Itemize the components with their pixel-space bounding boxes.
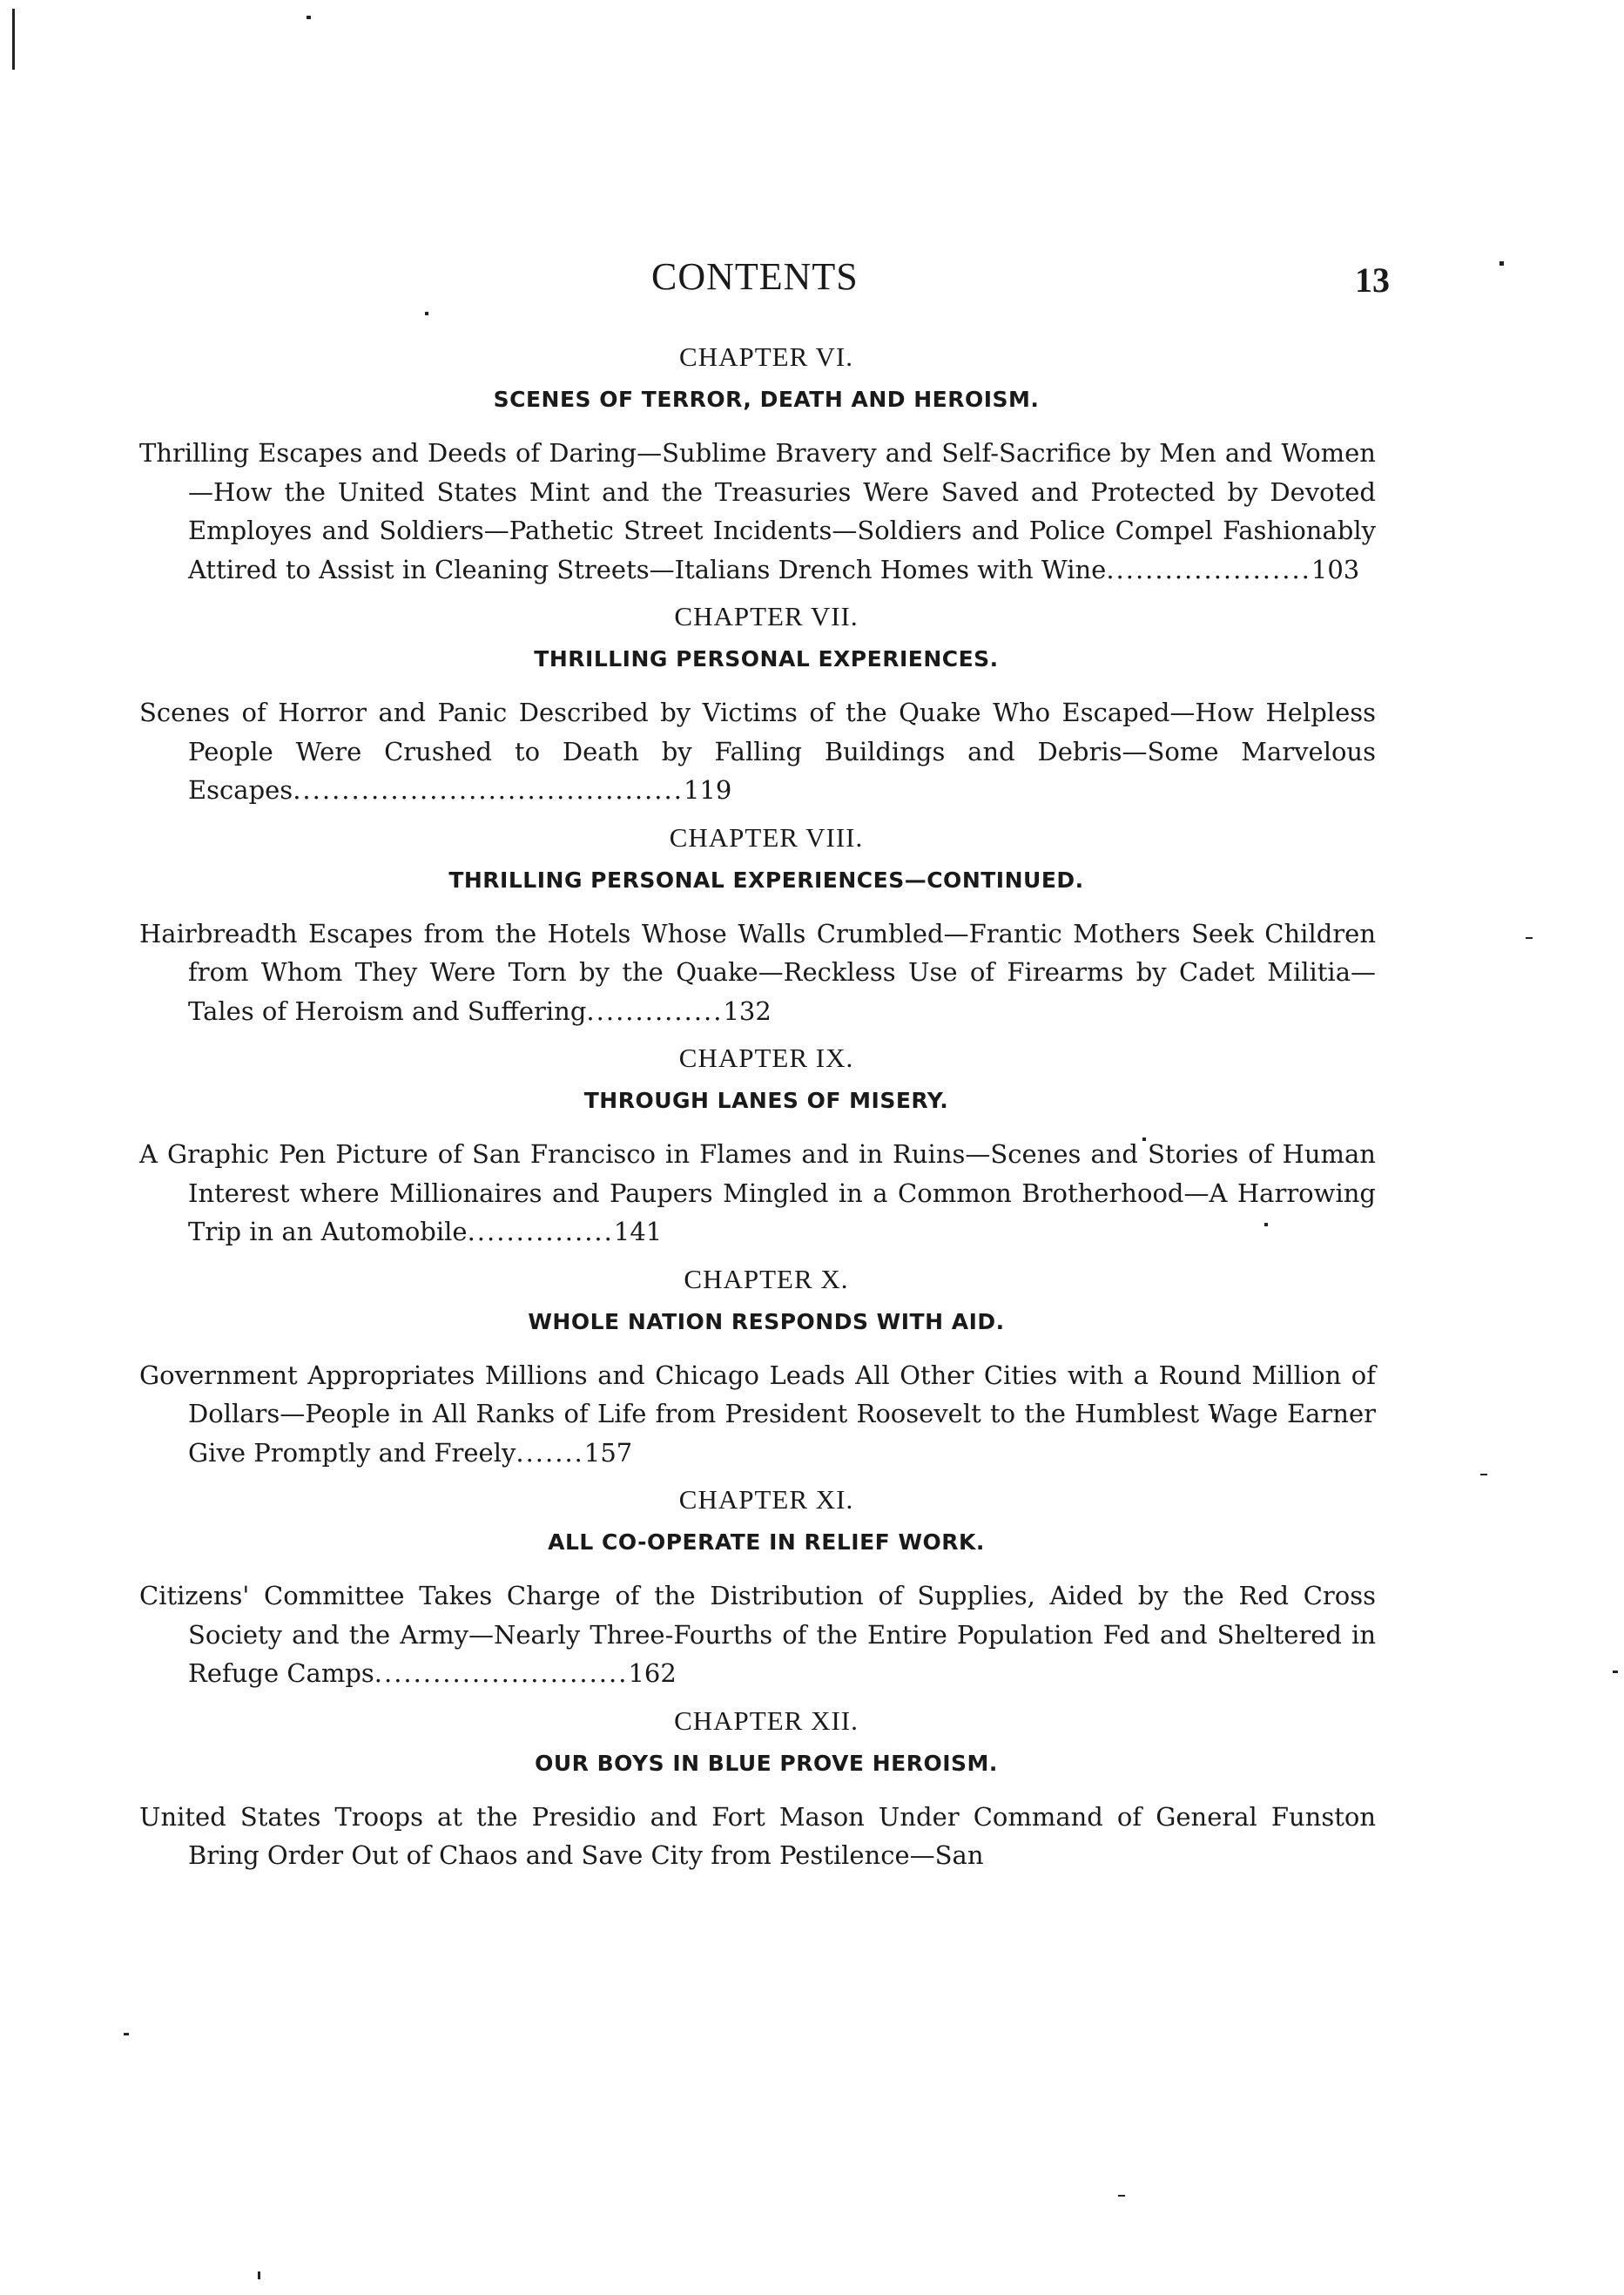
chapter-entry [139, 596, 1376, 810]
chapter-summary [139, 434, 1376, 589]
scan-speck [1480, 1474, 1487, 1475]
chapter-entry [139, 1479, 1376, 1693]
chapter-summary [139, 1135, 1376, 1252]
chapter-title: SCENES OF TERROR, DEATH AND HEROISM. [493, 387, 1040, 412]
chapter-entry [139, 817, 1376, 1031]
chapter-number: CHAPTER VI. [679, 341, 853, 372]
summary-text: A Graphic Pen Picture of San Francisco in Flames and in Ruins—Scenes and Stories of Human Interest where Millionaires and Paupers Mingled in a Common Brotherhood—A Harrowing Trip in an Automobile [139, 1139, 1376, 1246]
scan-speck [1613, 1671, 1618, 1673]
scan-speck [258, 2271, 260, 2279]
summary-text: Scenes of Horror and Panic Described by Victims of the Quake Who Escaped—How Helpless People Were Crushed to Death by Falling Buildings and Debris—Some Marvelous Escapes [139, 698, 1376, 805]
running-head [0, 254, 1624, 307]
dot-leader: .............. [586, 996, 724, 1026]
chapter-title: THRILLING PERSONAL EXPERIENCES. [534, 646, 999, 672]
chapter-number: CHAPTER VIII. [669, 821, 864, 853]
scan-speck [425, 312, 428, 315]
dot-leader: ........................................ [293, 775, 684, 805]
chapter-entry [139, 336, 1376, 589]
page-reference: 162 [628, 1658, 677, 1688]
scan-speck [1526, 937, 1533, 939]
scan-mark [12, 9, 15, 70]
summary-text: United States Troops at the Presidio and Fort Mason Under Command of General Funston Bring Order Out of Chaos and Save City from Pestilence—San [139, 1801, 1376, 1870]
scan-speck [1118, 2195, 1125, 2197]
chapter-entry [139, 1700, 1376, 1875]
chapter-number: CHAPTER XII. [674, 1704, 859, 1736]
chapter-number: CHAPTER VII. [674, 601, 859, 631]
page-number: 13 [1355, 260, 1390, 300]
chapter-summary [139, 915, 1376, 1031]
page-reference: 119 [683, 775, 732, 805]
chapter-title: THRILLING PERSONAL EXPERIENCES—CONTINUED. [448, 867, 1084, 893]
summary-text: Government Appropriates Millions and Chicago Leads All Other Cities with a Round Million of Dollars—People in All Ranks of Life from President Roosevelt to the Humblest Wage Earner Give Promptly and Freely [139, 1360, 1376, 1468]
dot-leader: .......................... [374, 1658, 629, 1688]
chapter-summary [139, 1798, 1376, 1875]
chapter-title: OUR BOYS IN BLUE PROVE HEROISM. [535, 1750, 998, 1776]
dot-leader: ..................... [1106, 554, 1311, 584]
chapter-title: WHOLE NATION RESPONDS WITH AID. [528, 1308, 1005, 1334]
chapter-entry [139, 1037, 1376, 1252]
page-reference: 157 [583, 1437, 633, 1468]
chapter-summary [139, 1576, 1376, 1693]
summary-text: Thrilling Escapes and Deeds of Daring—Sublime Bravery and Self-Sacrifice by Men and Women—How the United States Mint and the Treasuries Were Saved and Protected by Devoted Employes and Soldiers—Pathetic Street Incidents—Soldiers and Police Compel Fashionably Attired to Assist in Cleaning Streets—Italians Drench Homes with Wine [139, 438, 1376, 584]
summary-text: Citizens' Committee Takes Charge of the Distribution of Supplies, Aided by the Red Cross Society and the Army—Nearly Three-Fourths of the Entire Population Fed and Sheltered in Refuge Camps [139, 1581, 1376, 1688]
table-of-contents [139, 336, 1376, 1882]
page-reference: 141 [613, 1217, 663, 1246]
scan-speck [307, 16, 311, 19]
scan-speck [124, 2033, 129, 2035]
summary-text: Hairbreadth Escapes from the Hotels Whose Walls Crumbled—Frantic Mothers Seek Children from Whom They Were Torn by the Quake—Reckless Use of Firearms by Cadet Militia—Tales of Heroism and Suffering [139, 918, 1376, 1026]
chapter-summary [139, 693, 1376, 810]
page-reference: 132 [723, 996, 772, 1026]
chapter-number: CHAPTER XI. [678, 1484, 854, 1515]
running-title: CONTENTS [651, 255, 859, 298]
chapter-title: THROUGH LANES OF MISERY. [583, 1088, 949, 1113]
chapter-summary [139, 1356, 1376, 1473]
chapter-number: CHAPTER X. [684, 1263, 849, 1294]
page-reference: 103 [1311, 554, 1360, 584]
dot-leader: ....... [516, 1437, 584, 1468]
chapter-number: CHAPTER IX. [678, 1043, 854, 1073]
chapter-entry [139, 1259, 1376, 1473]
dot-leader: ............... [467, 1217, 614, 1246]
chapter-title: ALL CO-OPERATE IN RELIEF WORK. [548, 1529, 985, 1555]
